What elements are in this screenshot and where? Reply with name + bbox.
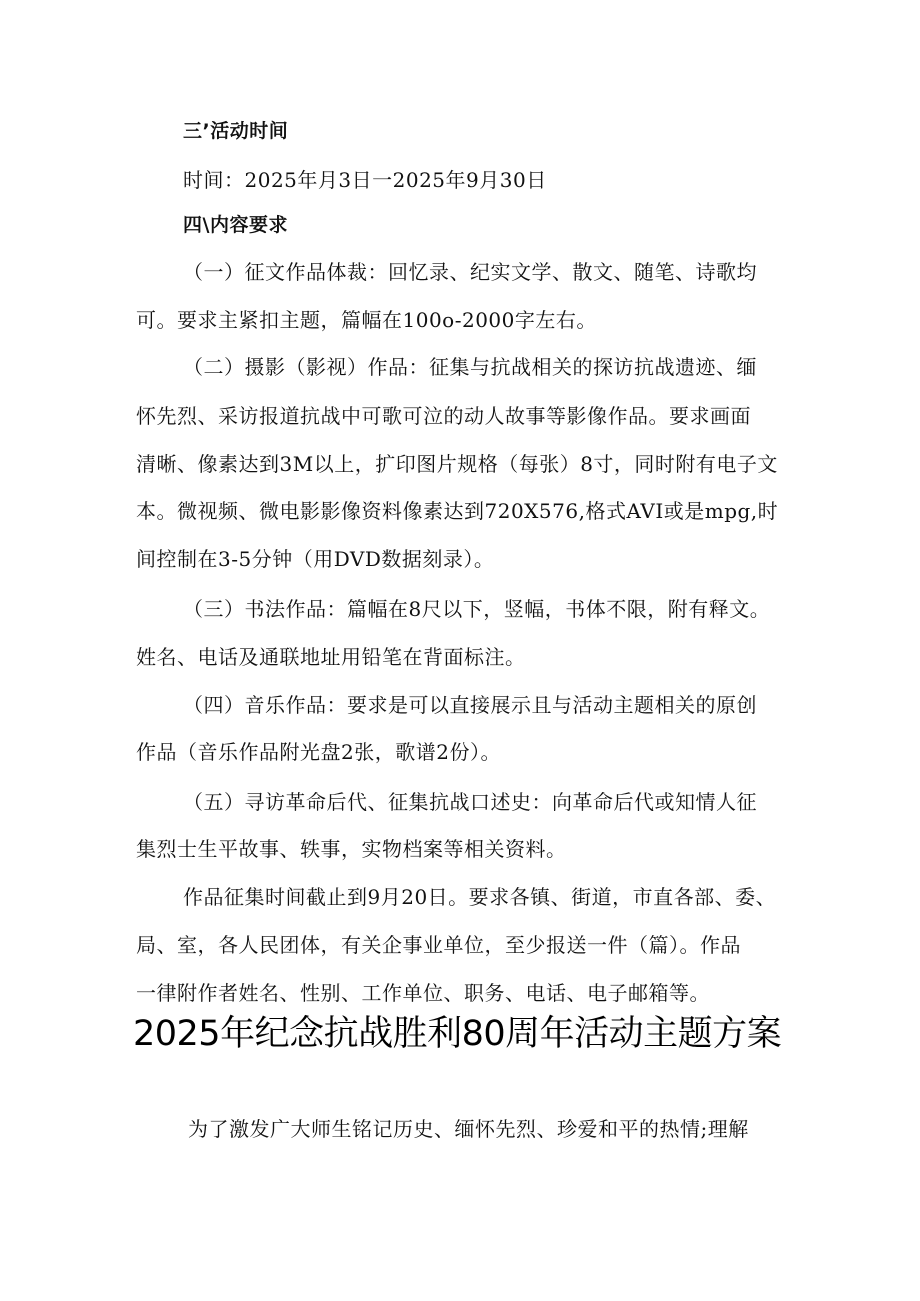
activity-time-line: 时间：2025年月3日一2025年9月30日 bbox=[183, 168, 547, 192]
section-heading-activity-time: 三’活动时间 bbox=[183, 120, 289, 142]
paragraph-line: 一律附作者姓名、性别、工作单位、职务、电话、电子邮箱等。 bbox=[136, 981, 710, 1005]
paragraph-line: 清晰、像素达到3M以上，扩印图片规格（每张）8寸，同时附有电子文 bbox=[136, 452, 778, 476]
document-title: 2025年纪念抗战胜利80周年活动主题方案 bbox=[133, 1014, 782, 1054]
intro-line: 为了激发广大师生铭记历史、缅怀先烈、珍爱和平的热情;理解 bbox=[188, 1117, 749, 1141]
paragraph-line: 间控制在3-5分钟（用DVD数据刻录）。 bbox=[136, 547, 495, 571]
paragraph-line: （四）音乐作品：要求是可以直接展示且与活动主题相关的原创 bbox=[183, 693, 757, 717]
paragraph-line: 局、室，各人民团体，有关企事业单位，至少报送一件（篇）。作品 bbox=[136, 933, 741, 957]
paragraph-line: 姓名、电话及通联地址用铅笔在背面标注。 bbox=[136, 645, 526, 669]
paragraph-line: （三）书法作品：篇幅在8尺以下，竖幅，书体不限，附有释文。 bbox=[183, 597, 771, 621]
paragraph-line: 怀先烈、采访报道抗战中可歌可泣的动人故事等影像作品。要求画面 bbox=[136, 404, 751, 428]
paragraph-line: （二）摄影（影视）作品：征集与抗战相关的探访抗战遗迹、缅 bbox=[183, 355, 757, 379]
paragraph-line: （五）寻访革命后代、征集抗战口述史：向革命后代或知情人征 bbox=[183, 790, 757, 814]
paragraph-line: 作品（音乐作品附光盘2张，歌谱2份）。 bbox=[136, 740, 501, 764]
paragraph-line: 作品征集时间截止到9月20日。要求各镇、街道，市直各部、委、 bbox=[183, 885, 777, 909]
paragraph-line: （一）征文作品体裁：回忆录、纪实文学、散文、随笔、诗歌均 bbox=[183, 260, 757, 284]
section-heading-content-requirements: 四\内容要求 bbox=[183, 214, 288, 236]
paragraph-line: 可。要求主紧扣主题，篇幅在100o-2000字左右。 bbox=[136, 308, 597, 332]
paragraph-line: 本。微视频、微电影影像资料像素达到720X576,格式AVI或是mpg,时 bbox=[136, 499, 779, 523]
paragraph-line: 集烈士生平故事、轶事，实物档案等相关资料。 bbox=[136, 837, 567, 861]
